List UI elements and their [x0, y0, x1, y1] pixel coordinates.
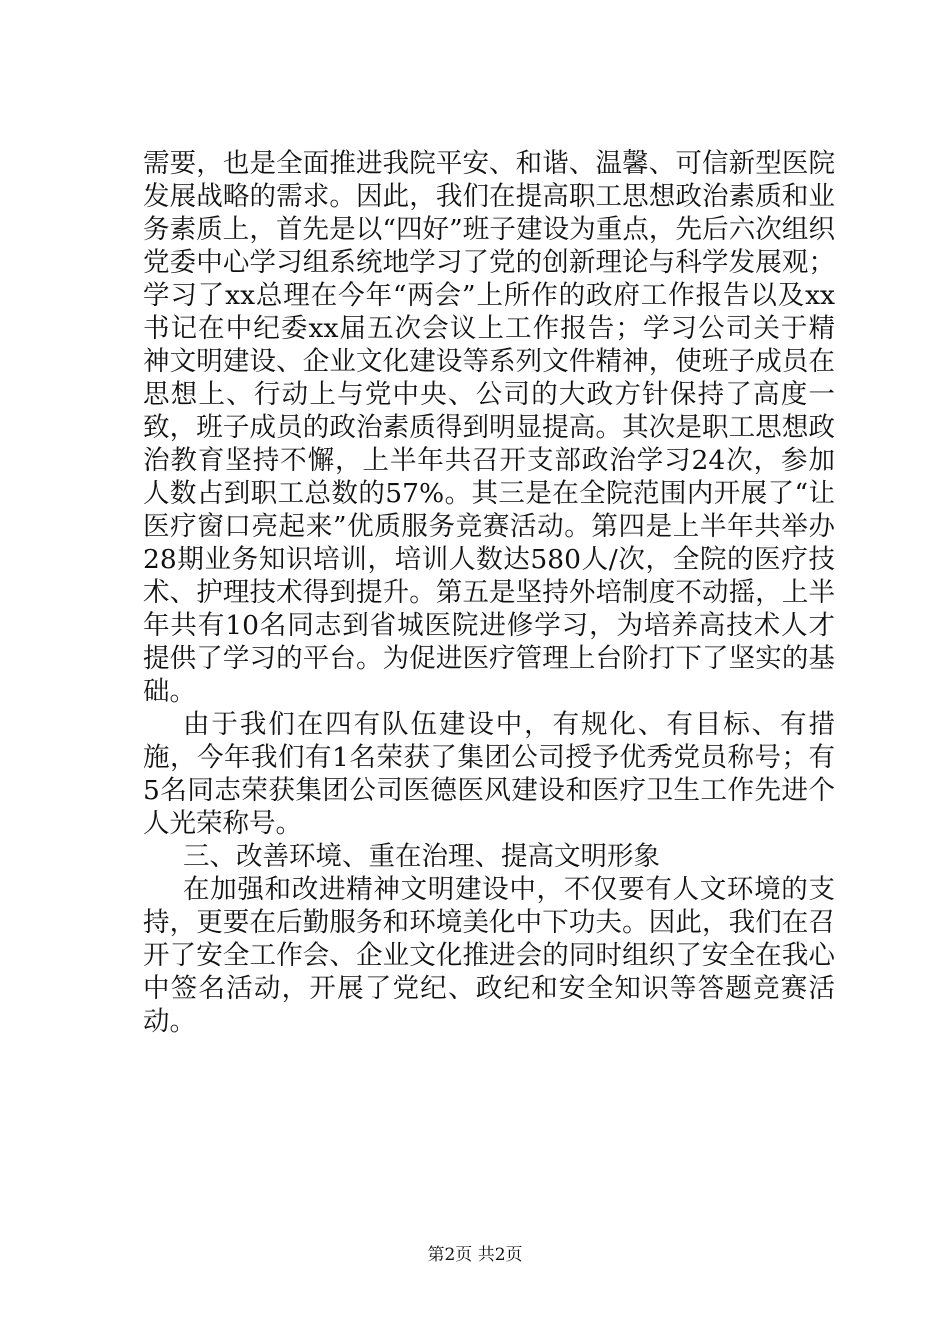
document-body [143, 147, 835, 1038]
page-footer: 第2页 共2页 [427, 1245, 523, 1265]
paragraph-team-building-results: 由于我们在四有队伍建设中，有规化、有目标、有措施，今年我们有1名荣获了集团公司授予优秀党员称号；有5名同志荣获集团公司医德医风建设和医疗卫生工作先进个人光荣称号。 [143, 709, 835, 839]
paragraph-environment: 在加强和改进精神文明建设中，不仅要有人文环境的支持，更要在后勤服务和环境美化中下功夫。因此，我们在召开了安全工作会、企业文化推进会的同时组织了安全在我心中签名活动，开展了党纪、政纪和安全知识等答题竞赛活动。 [143, 874, 835, 1037]
paragraph-continuation: 需要，也是全面推进我院平安、和谐、温馨、可信新型医院发展战略的需求。因此，我们在提高职工思想政治素质和业务素质上，首先是以“四好”班子建设为重点，先后六次组织党委中心学习组系统地学习了党的创新理论与科学发展观；学习了xx总理在今年“两会”上所作的政府工作报告以及xx书记在中纪委xx届五次会议上工作报告；学习公司关于精神文明建设、企业文化建设等系列文件精神，使班子成员在思想上、行动上与党中央、公司的大政方针保持了高度一致，班子成员的政治素质得到明显提高。其次是职工思想政治教育坚持不懈，上半年共召开支部政治学习24次，参加人数占到职工总数的57%。其三是在全院范围内开展了“让医疗窗口亮起来”优质服务竞赛活动。第四是上半年共举办28期业务知识培训，培训人数达580人/次，全院的医疗技术、护理技术得到提升。第五是坚持外培制度不动摇，上半年共有10名同志到省城医院进修学习，为培养高技术人才提供了学习的平台。为促进医疗管理上台阶打下了坚实的基础。 [143, 148, 835, 707]
section-heading-3: 三、改善环境、重在治理、提高文明形象 [183, 841, 660, 872]
